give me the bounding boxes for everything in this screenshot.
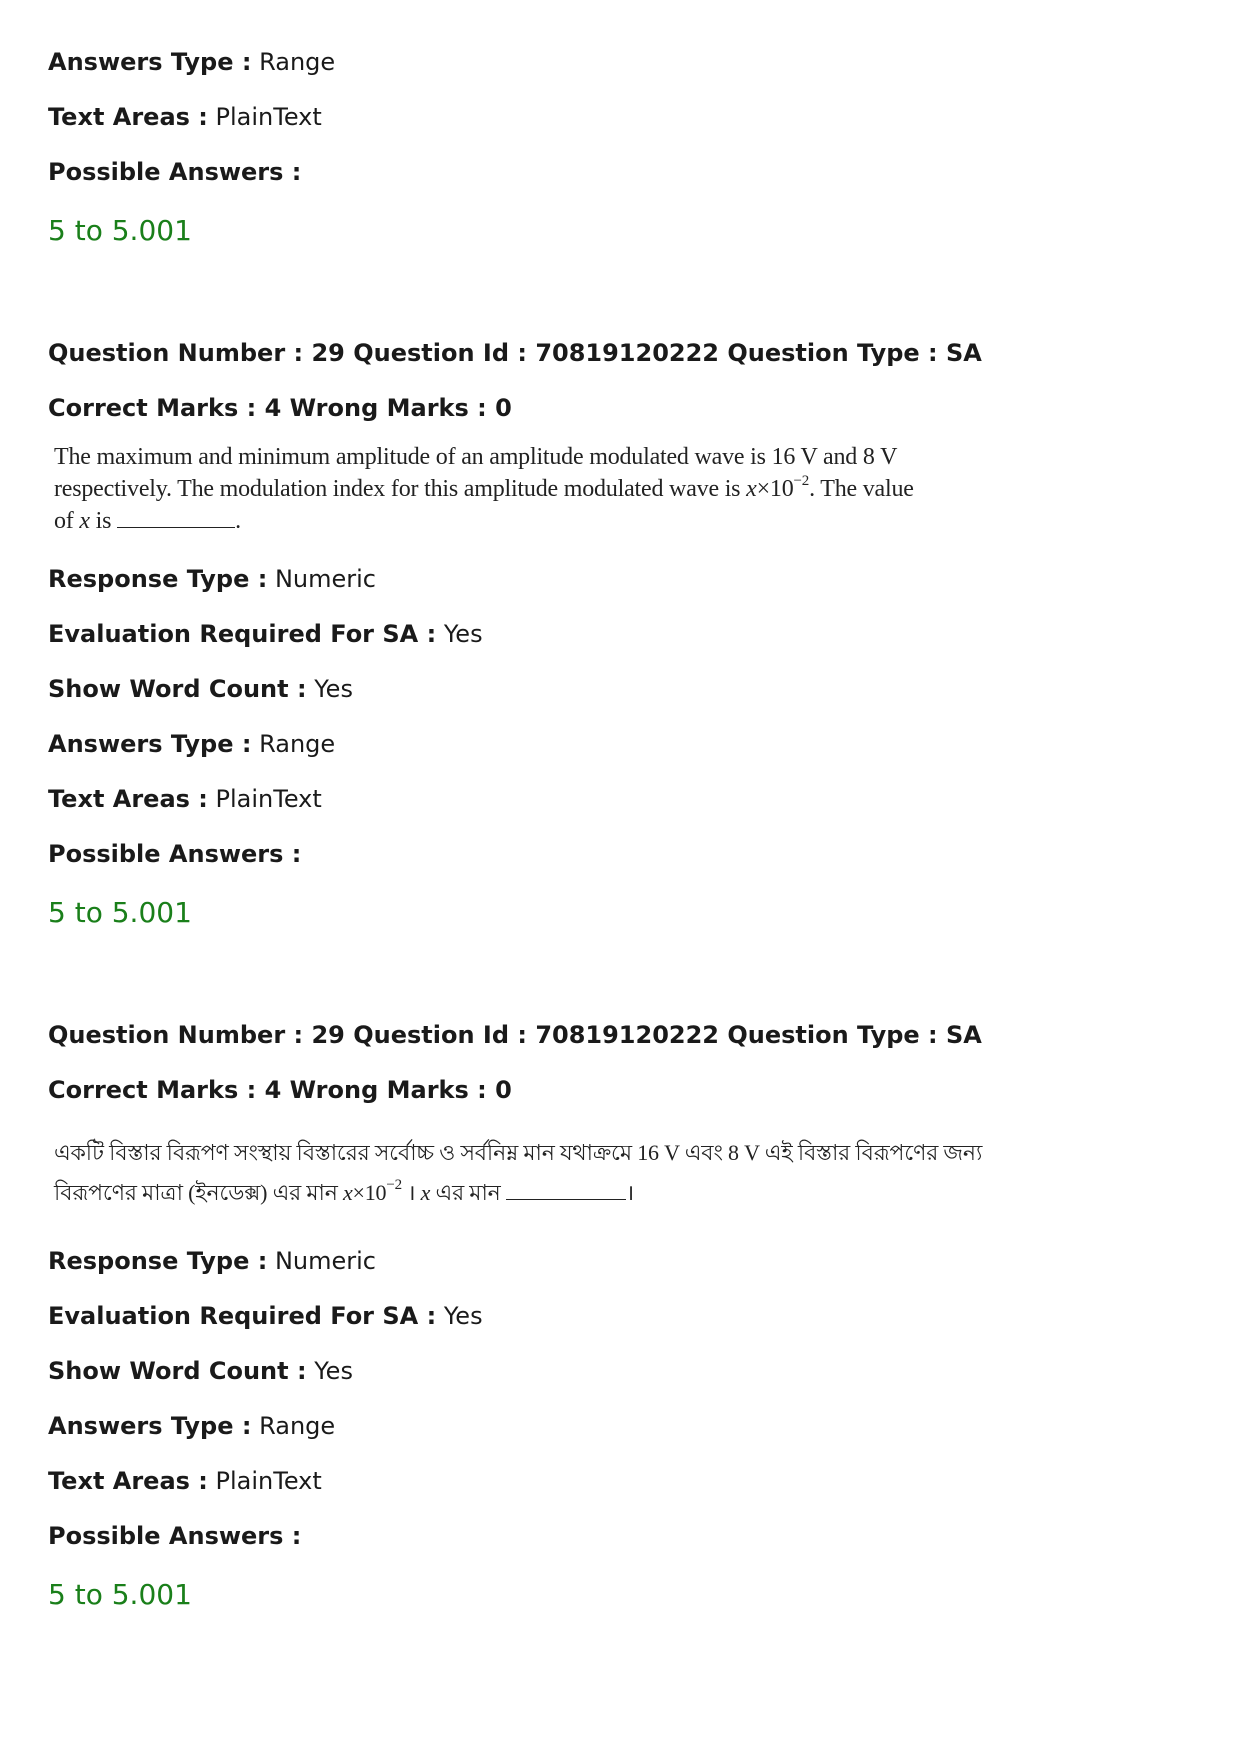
response-type-row <box>48 564 376 594</box>
question-marks-text: Correct Marks : 4 Wrong Marks : 0 <box>48 394 512 422</box>
response-type-label: Response Type : <box>48 1247 268 1275</box>
math-operator: ×10 <box>352 1180 387 1205</box>
evaluation-required-label: Evaluation Required For SA : <box>48 620 437 648</box>
question-text-line: একটি বিস্তার বিরূপণ সংস্থায় বিস্তারের সর্বোচ্চ ও সর্বনিম্ন মান যথাক্রমে 16 V এবং 8 V এই বিস্তার বিরূপণের জন্য <box>54 1140 983 1165</box>
text-areas-value: PlainText <box>215 103 322 131</box>
answers-type-row <box>48 1411 335 1441</box>
answers-type-value: Range <box>259 1412 336 1440</box>
answers-type-label: Answers Type : <box>48 1412 252 1440</box>
possible-answer-value: 5 to 5.001 <box>48 896 192 929</box>
question-text-line <box>54 505 914 537</box>
question-header <box>48 338 982 368</box>
evaluation-required-label: Evaluation Required For SA : <box>48 1302 437 1330</box>
text-areas-value: PlainText <box>215 785 322 813</box>
possible-answers-label: Possible Answers : <box>48 1522 302 1550</box>
show-word-count-value: Yes <box>314 675 353 703</box>
possible-answer-value: 5 to 5.001 <box>48 214 192 247</box>
text-areas-row <box>48 102 322 132</box>
question-text-line: The maximum and minimum amplitude of an amplitude modulated wave is 16 V and 8 V <box>54 444 898 470</box>
question-text-segment: is <box>89 508 118 534</box>
math-variable: x <box>342 1180 353 1205</box>
math-exponent: −2 <box>386 1177 402 1193</box>
answers-type-value: Range <box>259 48 336 76</box>
question-text-segment: of <box>54 508 80 534</box>
evaluation-required-value: Yes <box>443 1302 483 1330</box>
evaluation-required-row <box>48 619 483 649</box>
answers-type-row <box>48 47 335 77</box>
answer-blank <box>117 507 235 528</box>
math-variable: x <box>746 476 757 502</box>
show-word-count-label: Show Word Count : <box>48 675 307 703</box>
possible-answers-row <box>48 157 301 187</box>
response-type-value: Numeric <box>274 1247 376 1275</box>
question-text-segment: . The value <box>809 476 914 502</box>
text-areas-row <box>48 784 322 814</box>
question-header-text: Question Number : 29 Question Id : 70819120222 Question Type : SA <box>48 339 982 367</box>
answers-type-value: Range <box>259 730 336 758</box>
possible-answers-row <box>48 839 301 869</box>
answers-type-label: Answers Type : <box>48 730 252 758</box>
question-text-image <box>54 1133 982 1213</box>
answer-blank <box>506 1179 626 1200</box>
text-areas-label: Text Areas : <box>48 103 208 131</box>
answers-type-label: Answers Type : <box>48 48 252 76</box>
show-word-count-row <box>48 1356 353 1386</box>
possible-answers-label: Possible Answers : <box>48 158 302 186</box>
question-marks <box>48 1075 512 1105</box>
math-operator: ×10 <box>756 476 794 502</box>
question-text-segment: । <box>625 1180 635 1205</box>
question-marks-text: Correct Marks : 4 Wrong Marks : 0 <box>48 1076 512 1104</box>
show-word-count-value: Yes <box>314 1357 353 1385</box>
question-text-segment: । <box>401 1180 421 1205</box>
text-areas-row <box>48 1466 322 1496</box>
math-variable: x <box>420 1180 431 1205</box>
text-areas-value: PlainText <box>215 1467 322 1495</box>
question-text-segment: respectively. The modulation index for this amplitude modulated wave is <box>54 476 747 502</box>
possible-answers-label: Possible Answers : <box>48 840 302 868</box>
evaluation-required-value: Yes <box>443 620 483 648</box>
response-type-value: Numeric <box>274 565 376 593</box>
text-areas-label: Text Areas : <box>48 785 208 813</box>
question-header <box>48 1020 982 1050</box>
show-word-count-row <box>48 674 353 704</box>
math-variable: x <box>79 508 90 534</box>
show-word-count-label: Show Word Count : <box>48 1357 307 1385</box>
question-text-segment: বিরূপণের মাত্রা (ইনডেক্স) এর মান <box>54 1180 343 1205</box>
question-text-line <box>54 473 914 505</box>
question-text-segment: . <box>235 508 241 534</box>
response-type-row <box>48 1246 376 1276</box>
evaluation-required-row <box>48 1301 483 1331</box>
possible-answer-value: 5 to 5.001 <box>48 1578 192 1611</box>
question-marks <box>48 393 512 423</box>
question-text-segment: এর মান <box>430 1180 506 1205</box>
question-text-line <box>54 1173 982 1213</box>
question-header-text: Question Number : 29 Question Id : 70819120222 Question Type : SA <box>48 1021 982 1049</box>
possible-answers-row <box>48 1521 301 1551</box>
math-exponent: −2 <box>793 473 810 489</box>
response-type-label: Response Type : <box>48 565 268 593</box>
question-text-image <box>54 441 914 537</box>
text-areas-label: Text Areas : <box>48 1467 208 1495</box>
answers-type-row <box>48 729 335 759</box>
